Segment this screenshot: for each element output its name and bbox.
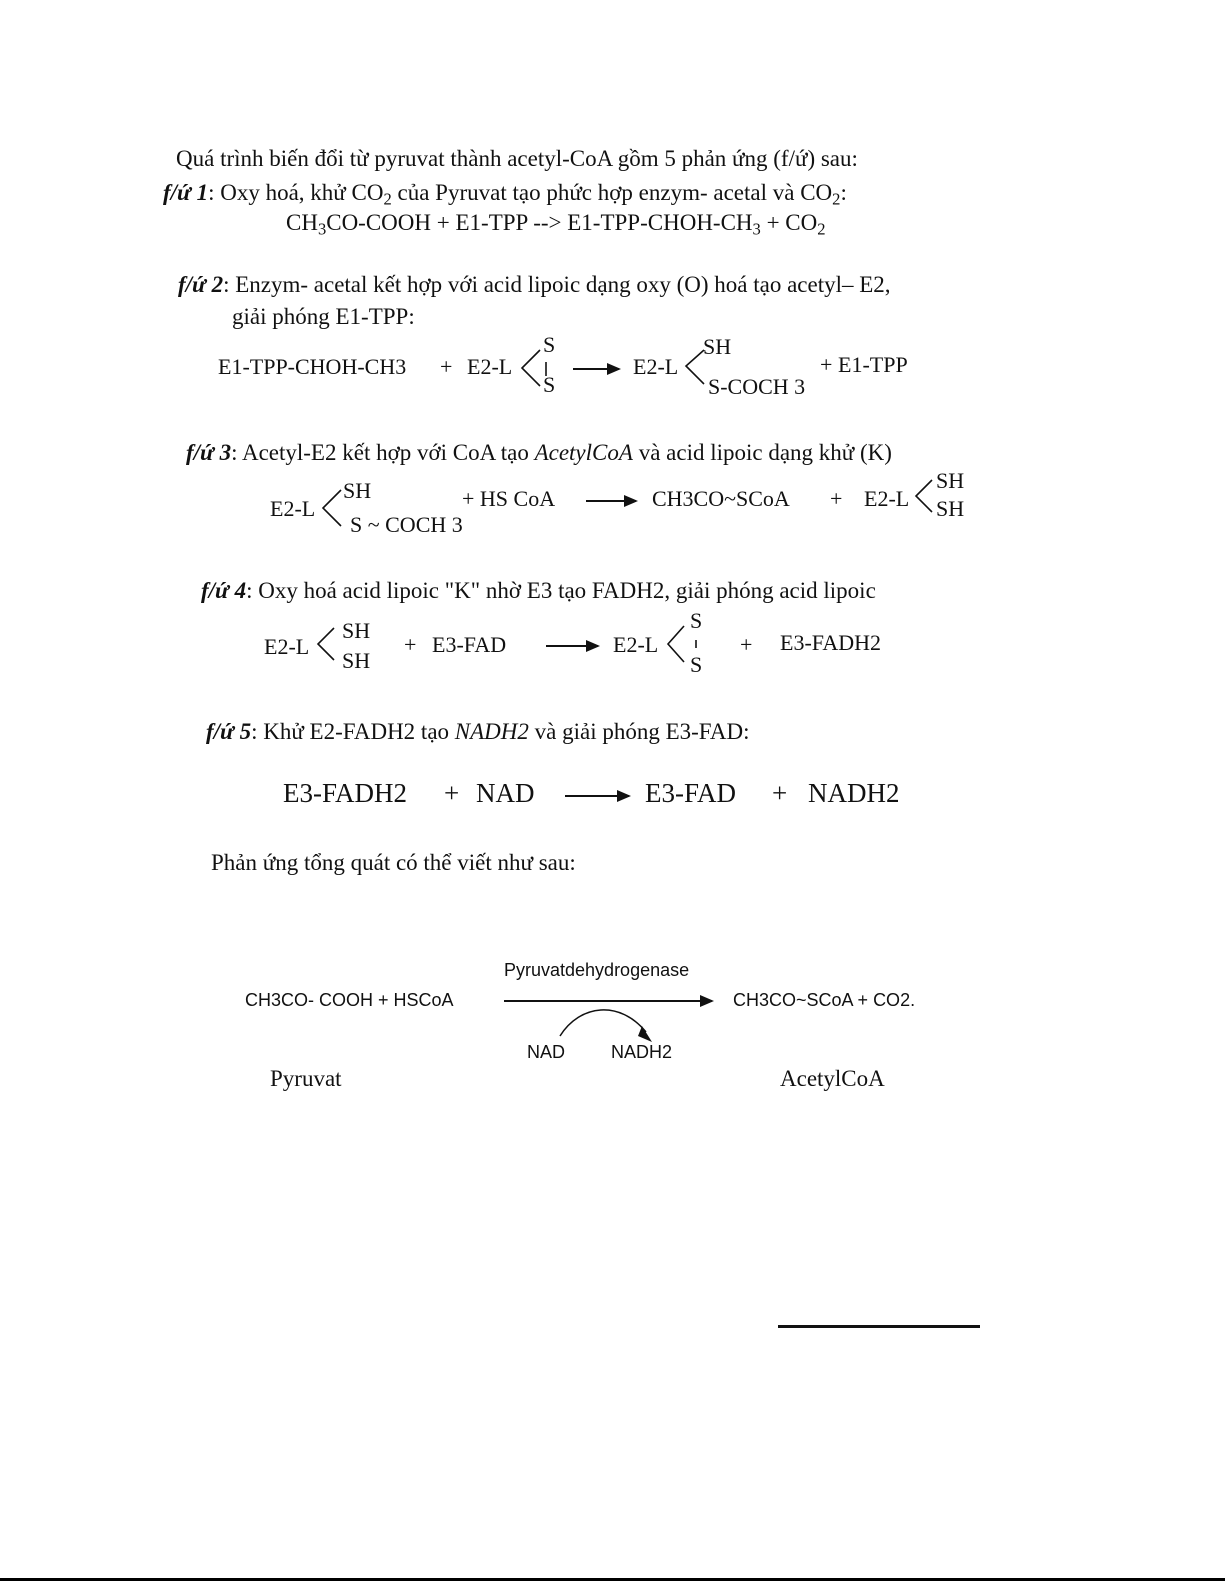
eq3-e2l-b: E2-L xyxy=(864,486,910,511)
pyruvat-label: Pyruvat xyxy=(270,1066,342,1091)
eq4-sh1: SH xyxy=(342,618,371,643)
acetylcoa-label: AcetylCoA xyxy=(780,1066,885,1091)
eq3-e2l: E2-L xyxy=(270,496,316,521)
step-4-text: : Oxy hoá acid lipoic "K" nhờ E3 tạo FADH2, giải phóng acid lipoic xyxy=(246,578,876,603)
step-2-text: : Enzym- acetal kết hợp với acid lipoic dạng oxy (O) hoá tạo acetyl– E2, xyxy=(223,272,891,297)
step-1-sub2: 2 xyxy=(832,189,841,209)
eq4-e2l: E2-L xyxy=(264,634,310,659)
eq2-s-top: S xyxy=(543,332,556,357)
eq3-plus: + xyxy=(830,486,843,511)
eq1-sub-c: 2 xyxy=(817,219,826,239)
eq5-nad: NAD xyxy=(476,778,535,808)
eq5-nadh2: NADH2 xyxy=(808,778,900,808)
signature-line xyxy=(778,1325,980,1328)
eq2-plus-e1: + xyxy=(820,352,833,377)
step-3-text: : Acetyl-E2 kết hợp với CoA tạo xyxy=(231,440,535,465)
step-4-label: f/ứ 4 xyxy=(201,578,247,603)
step-3-label: f/ứ 3 xyxy=(186,440,232,465)
eq2-sh: SH xyxy=(703,334,732,359)
step-5-label: f/ứ 5 xyxy=(206,719,252,744)
eq1-part-c: + CO xyxy=(760,210,818,235)
step-2-heading xyxy=(178,272,891,298)
step-3-text-end: và acid lipoic dạng khử (K) xyxy=(632,440,892,465)
step-5-text-end: và giải phóng E3-FAD: xyxy=(528,719,750,744)
eq2-e2l-b: E2-L xyxy=(633,354,679,379)
eq4-branch xyxy=(314,624,344,668)
step-1-text: : Oxy hoá, khử CO xyxy=(208,180,384,205)
step-1-sub: 2 xyxy=(383,189,392,209)
eq5-plus1: + xyxy=(444,778,460,808)
eq2-e2l: E2-L xyxy=(467,354,513,379)
step-4-heading xyxy=(201,578,876,604)
eq2-e1tpp: E1-TPP xyxy=(838,352,908,377)
eq4-s2: S xyxy=(690,652,703,677)
eq2-left: E1-TPP-CHOH-CH3 xyxy=(218,354,407,379)
eq3-arrow xyxy=(586,500,636,502)
eq4-e3fad: E3-FAD xyxy=(432,632,507,657)
step-1-text-tail: của Pyruvat tạo phức hợp enzym- acetal và CO xyxy=(391,180,833,205)
eq2-s-bottom: S xyxy=(543,372,556,397)
eq1-sub-b: 3 xyxy=(752,219,761,239)
eq4-e2l-b: E2-L xyxy=(613,632,659,657)
overall-left: CH3CO- COOH + HSCoA xyxy=(245,990,454,1010)
intro-text: Quá trình biến đổi từ pyruvat thành acetyl-CoA gồm 5 phản ứng (f/ứ) sau: xyxy=(176,146,858,171)
overall-cofactor-arrow xyxy=(550,1002,660,1046)
eq1-sub-a: 3 xyxy=(317,219,327,239)
eq2-plus: + xyxy=(440,354,453,379)
overall-nadh2: NADH2 xyxy=(611,1042,673,1062)
step-5-text: : Khử E2-FADH2 tạo xyxy=(251,719,455,744)
eq4-e3fadh2: E3-FADH2 xyxy=(780,630,882,655)
page-bottom-border xyxy=(0,1578,1225,1581)
step-5-heading xyxy=(206,719,750,745)
eq1-part-a: CH xyxy=(286,210,318,235)
eq2-arrow xyxy=(573,368,619,370)
overall-intro: Phản ứng tổng quát có thể viết như sau: xyxy=(211,850,576,875)
eq4-plus2: + xyxy=(740,632,753,657)
overall-enzyme-label: Pyruvatdehydrogenase xyxy=(504,960,690,980)
overall-nad: NAD xyxy=(527,1042,566,1062)
eq4-arrow xyxy=(546,645,598,647)
eq3-hscoa: + HS CoA xyxy=(462,486,556,511)
eq4-sh2: SH xyxy=(342,648,371,673)
eq2-scoch: S-COCH 3 xyxy=(708,374,806,399)
step-1-heading xyxy=(163,180,847,210)
step-5-text-italic: NADH2 xyxy=(454,719,529,744)
eq5-e3fad: E3-FAD xyxy=(645,778,736,808)
eq5-plus2: + xyxy=(772,778,788,808)
eq3-sh: SH xyxy=(343,478,372,503)
eq3-product: CH3CO~SCoA xyxy=(652,486,790,511)
eq3-sh1: SH xyxy=(936,468,965,493)
eq3-sh2: SH xyxy=(936,496,965,521)
eq5-arrow xyxy=(565,795,629,797)
eq4-plus1: + xyxy=(404,632,417,657)
step-1-label: f/ứ 1 xyxy=(163,180,209,205)
step-3-heading xyxy=(186,440,892,466)
eq3-scoch: S ~ COCH 3 xyxy=(350,512,463,537)
step-1-equation xyxy=(286,210,826,240)
step-3-text-italic: AcetylCoA xyxy=(534,440,633,465)
step-2-label: f/ứ 2 xyxy=(178,272,224,297)
step-2-heading-line2: giải phóng E1-TPP: xyxy=(232,304,415,329)
overall-right: CH3CO~SCoA + CO2. xyxy=(733,990,916,1010)
step-1-text-end: : xyxy=(840,180,847,205)
eq5-left: E3-FADH2 xyxy=(283,778,407,808)
eq1-part-b: CO-COOH + E1-TPP --> E1-TPP-CHOH-CH xyxy=(326,210,753,235)
eq4-s1: S xyxy=(690,608,703,633)
